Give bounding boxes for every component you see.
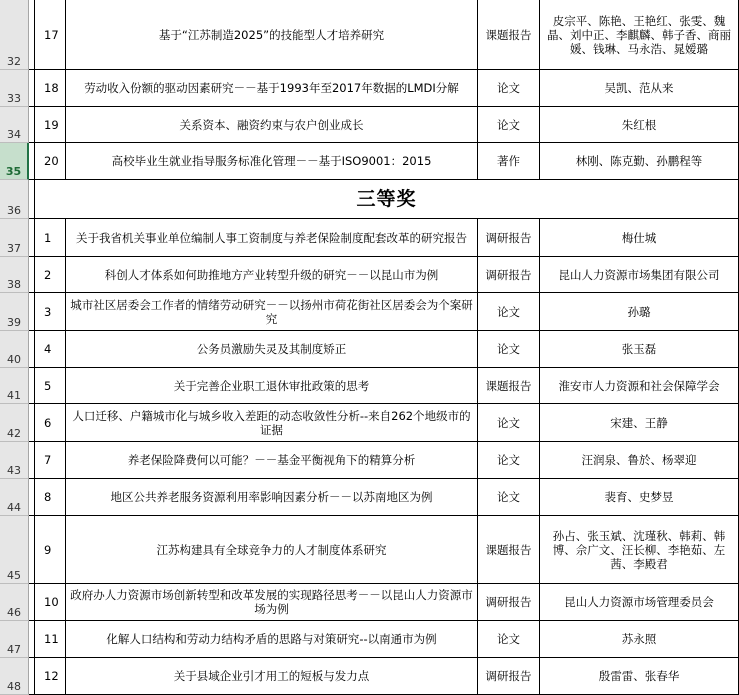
cell-authors[interactable]: 宋建、王静 — [540, 404, 739, 441]
cell-number[interactable]: 7 — [34, 442, 66, 478]
row-header-42[interactable]: 42 — [0, 404, 29, 442]
table-row — [29, 368, 739, 404]
cell-type[interactable]: 调研报告 — [478, 219, 540, 256]
cell-authors[interactable]: 朱红根 — [540, 107, 739, 142]
cell-type[interactable]: 论文 — [478, 107, 540, 142]
cell-type[interactable]: 论文 — [478, 404, 540, 441]
row-header-label: 36 — [7, 204, 21, 217]
cell-type[interactable]: 论文 — [478, 331, 540, 367]
cell-number[interactable]: 20 — [34, 143, 66, 179]
cell-title[interactable]: 科创人才体系如何助推地方产业转型升级的研究－－以昆山市为例 — [66, 257, 478, 292]
cell-authors[interactable]: 裴育、史梦昱 — [540, 479, 739, 515]
row-header-35-selected[interactable]: 35 — [0, 143, 29, 180]
table-row — [29, 516, 739, 584]
cell-number[interactable]: 12 — [34, 658, 66, 694]
cell-title[interactable]: 劳动收入份额的驱动因素研究－－基于1993年至2017年数据的LMDI分解 — [66, 70, 478, 106]
table-row — [29, 331, 739, 368]
table-row — [29, 404, 739, 442]
cell-type[interactable]: 调研报告 — [478, 584, 540, 620]
cell-type[interactable]: 课题报告 — [478, 368, 540, 403]
section-heading[interactable]: 三等奖 — [34, 180, 739, 218]
table-row — [29, 658, 739, 695]
table-row — [29, 584, 739, 621]
cell-type[interactable]: 课题报告 — [478, 516, 540, 583]
cell-title[interactable]: 地区公共养老服务资源利用率影响因素分析－－以苏南地区为例 — [66, 479, 478, 515]
cell-title[interactable]: 关于我省机关事业单位编制人事工资制度与养老保险制度配套改革的研究报告 — [66, 219, 478, 256]
cell-number[interactable]: 17 — [34, 0, 66, 69]
cell-type[interactable]: 著作 — [478, 143, 540, 179]
row-header-34[interactable]: 34 — [0, 107, 29, 143]
cell-title[interactable]: 人口迁移、户籍城市化与城乡收入差距的动态收敛性分析--来自262个地级市的证据 — [66, 404, 478, 441]
cell-title[interactable]: 关于完善企业职工退休审批政策的思考 — [66, 368, 478, 403]
cell-number[interactable]: 4 — [34, 331, 66, 367]
cell-authors[interactable]: 昆山人力资源市场管理委员会 — [540, 584, 739, 620]
table-row — [29, 257, 739, 293]
cell-number[interactable]: 3 — [34, 293, 66, 330]
cell-type[interactable]: 论文 — [478, 293, 540, 330]
cell-type[interactable]: 论文 — [478, 479, 540, 515]
row-header-47[interactable]: 47 — [0, 621, 29, 658]
cell-number[interactable]: 11 — [34, 621, 66, 657]
table-row — [29, 107, 739, 143]
cell-authors[interactable]: 孙璐 — [540, 293, 739, 330]
cell-authors[interactable]: 殷雷雷、张春华 — [540, 658, 739, 694]
cell-number[interactable]: 2 — [34, 257, 66, 292]
cell-title[interactable]: 政府办人力资源市场创新转型和改革发展的实现路径思考－－以昆山人力资源市场为例 — [66, 584, 478, 620]
cell-type[interactable]: 调研报告 — [478, 658, 540, 694]
table-row — [29, 442, 739, 479]
row-header-45[interactable]: 45 — [0, 516, 29, 584]
cell-type[interactable]: 调研报告 — [478, 257, 540, 292]
row-header-32[interactable]: 32 — [0, 0, 29, 70]
cell-type[interactable]: 论文 — [478, 70, 540, 106]
cell-number[interactable]: 10 — [34, 584, 66, 620]
cell-number[interactable]: 1 — [34, 219, 66, 256]
cell-title[interactable]: 高校毕业生就业指导服务标准化管理－－基于ISO9001：2015 — [66, 143, 478, 179]
cell-number[interactable]: 5 — [34, 368, 66, 403]
table-row — [29, 479, 739, 516]
cell-authors[interactable]: 梅仕城 — [540, 219, 739, 256]
cell-title[interactable]: 养老保险降费何以可能？－－基金平衡视角下的精算分析 — [66, 442, 478, 478]
cell-number[interactable]: 18 — [34, 70, 66, 106]
cell-title[interactable]: 城市社区居委会工作者的情绪劳动研究－－以扬州市荷花街社区居委会为个案研究 — [66, 293, 478, 330]
table-row — [29, 0, 739, 70]
cell-number[interactable]: 6 — [34, 404, 66, 441]
row-header-48[interactable]: 48 — [0, 658, 29, 695]
table-row — [29, 293, 739, 331]
row-header-33[interactable]: 33 — [0, 70, 29, 107]
row-header-40[interactable]: 40 — [0, 331, 29, 368]
table-row — [29, 70, 739, 107]
table-row — [29, 621, 739, 658]
cell-number[interactable]: 8 — [34, 479, 66, 515]
table-row — [29, 219, 739, 257]
cell-title[interactable]: 关系资本、融资约束与农户创业成长 — [66, 107, 478, 142]
cell-authors[interactable]: 林刚、陈克勤、孙鹏程等 — [540, 143, 739, 179]
row-header-46[interactable]: 46 — [0, 584, 29, 621]
cell-authors[interactable]: 吴凯、范从来 — [540, 70, 739, 106]
cell-type[interactable]: 课题报告 — [478, 0, 540, 69]
cell-type[interactable]: 论文 — [478, 621, 540, 657]
table-row — [29, 143, 739, 180]
cell-title[interactable]: 基于“江苏制造2025”的技能型人才培养研究 — [66, 0, 478, 69]
cell-authors[interactable]: 汪润泉、鲁於、杨翠迎 — [540, 442, 739, 478]
row-header-43[interactable]: 43 — [0, 442, 29, 479]
cell-title[interactable]: 化解人口结构和劳动力结构矛盾的思路与对策研究--以南通市为例 — [66, 621, 478, 657]
cell-authors[interactable]: 淮安市人力资源和社会保障学会 — [540, 368, 739, 403]
cell-authors[interactable]: 孙占、张玉斌、沈瑾秋、韩莉、韩博、佘广文、汪长柳、李艳茹、左茜、李殿君 — [540, 516, 739, 583]
row-header-36[interactable] — [0, 180, 29, 219]
cell-title[interactable]: 公务员激励失灵及其制度矫正 — [66, 331, 478, 367]
section-row — [29, 180, 739, 219]
cell-title[interactable]: 江苏构建具有全球竞争力的人才制度体系研究 — [66, 516, 478, 583]
cell-number[interactable]: 9 — [34, 516, 66, 583]
cell-authors[interactable]: 昆山人力资源市场集团有限公司 — [540, 257, 739, 292]
cell-title[interactable]: 关于县域企业引才用工的短板与发力点 — [66, 658, 478, 694]
cell-number[interactable]: 19 — [34, 107, 66, 142]
cell-authors[interactable]: 苏永照 — [540, 621, 739, 657]
row-header-41[interactable]: 41 — [0, 368, 29, 404]
cell-authors[interactable]: 张玉磊 — [540, 331, 739, 367]
cell-authors[interactable]: 皮宗平、陈艳、王艳红、张雯、魏晶、刘中正、李麒麟、韩子香、商丽媛、钱琳、马永浩、晁嫒璐 — [540, 0, 739, 69]
row-header-39[interactable]: 39 — [0, 293, 29, 331]
cell-type[interactable]: 论文 — [478, 442, 540, 478]
row-header-38[interactable]: 38 — [0, 257, 29, 293]
row-header-37[interactable]: 37 — [0, 219, 29, 257]
row-header-44[interactable]: 44 — [0, 479, 29, 516]
